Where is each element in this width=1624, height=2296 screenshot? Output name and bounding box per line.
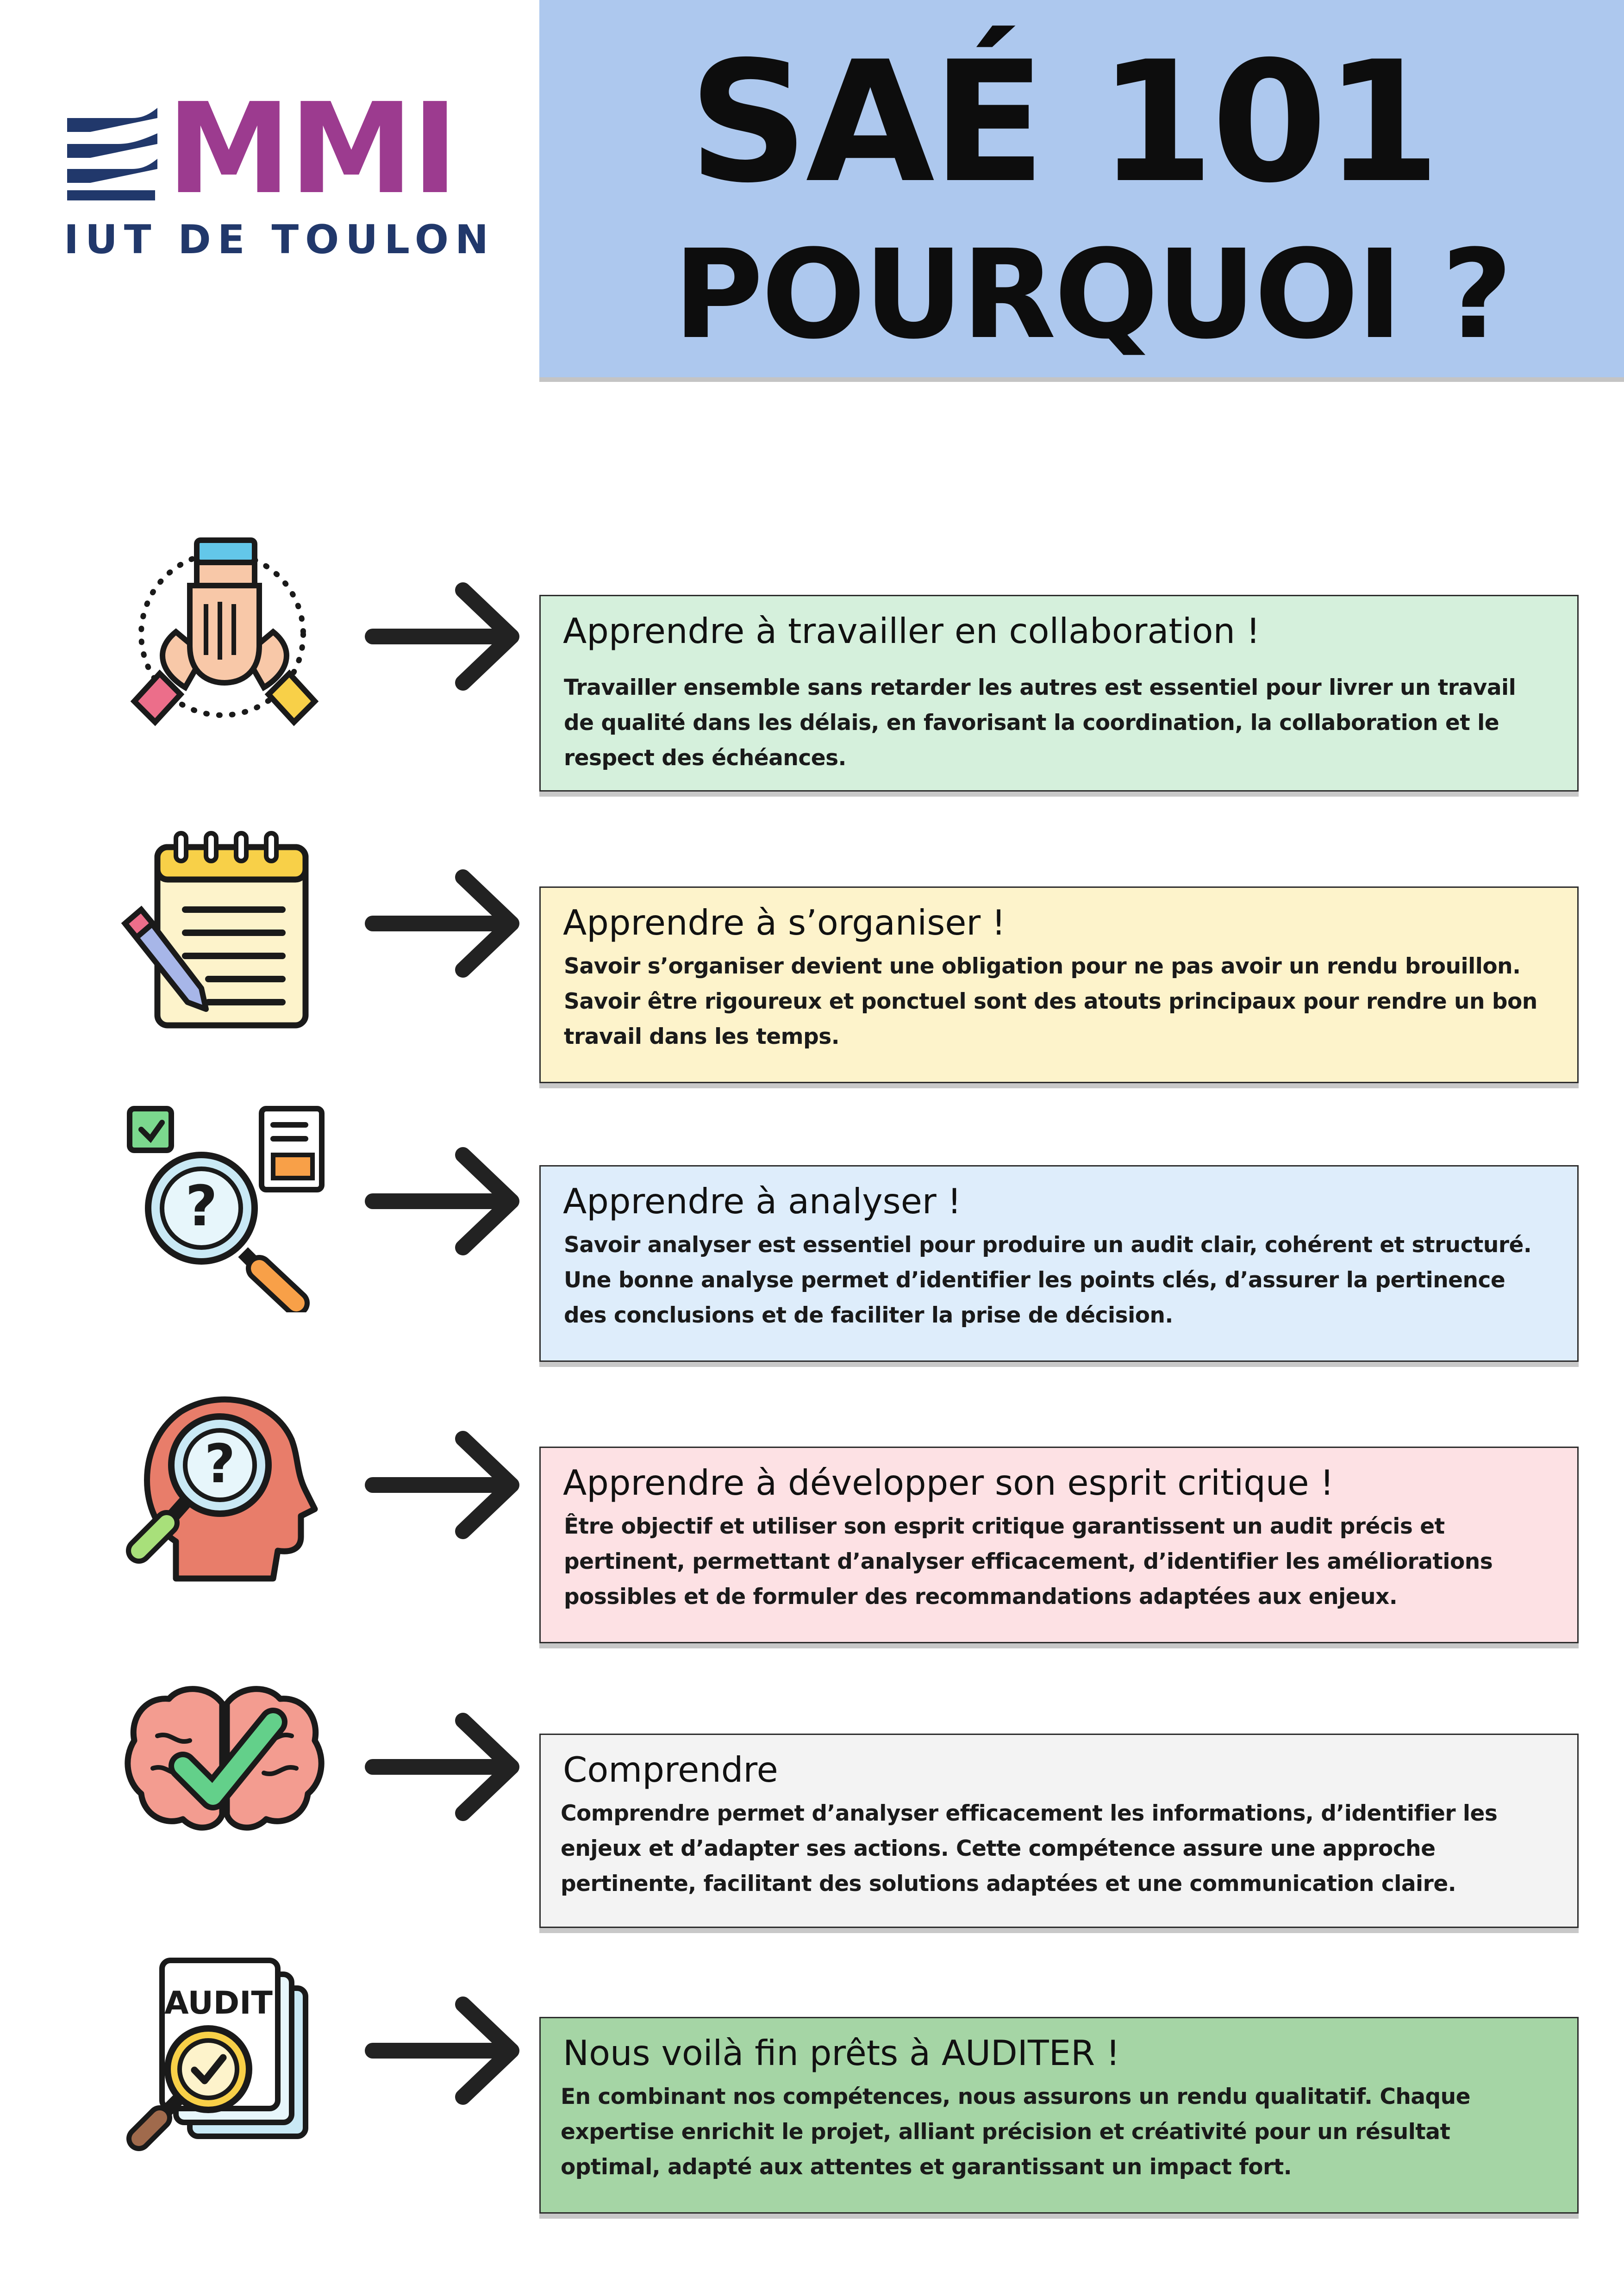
arrow-right-icon: [363, 1429, 528, 1541]
card-title: Apprendre à développer son esprit critique !: [563, 1462, 1334, 1503]
arrow-right-icon: [363, 1146, 528, 1257]
card-title: Apprendre à s’organiser !: [563, 902, 1006, 943]
audit-document-icon: [120, 1949, 329, 2157]
card-body: Être objectif et utiliser son esprit critique garantissent un audit précis et pertinent, permettant d’analyser efficacement, d’identifier les améliorations possibles et de formuler des recommandations adaptées aux enjeux.: [564, 1514, 1493, 1610]
card-body: Savoir analyser est essentiel pour produire un audit clair, cohérent et structuré. Une bonne analyse permet d’identifier les points clés, d’assurer la pertinence des conclusions et de faciliter la prise de décision.: [564, 1232, 1532, 1328]
mmi-logo-mark-icon: [62, 108, 160, 200]
card-collaboration: [539, 595, 1579, 792]
notepad-pencil-icon: [120, 826, 329, 1035]
card-body: Savoir s’organiser devient une obligation pour ne pas avoir un rendu brouillon. Savoir être rigoureux et ponctuel sont des atouts principaux pour rendre un bon travail dans les temps.: [564, 954, 1537, 1049]
card-body: En combinant nos compétences, nous assurons un rendu qualitatif. Chaque expertise enrichit le projet, alliant précision et créativité pour un résultat optimal, adapté aux attentes et garantissant un impact fort.: [561, 2084, 1470, 2180]
svg-text:?: ?: [185, 1174, 218, 1239]
header-banner: [539, 0, 1624, 382]
arrow-right-icon: [363, 1995, 528, 2106]
logo-subtitle: IUT DE TOULON: [64, 217, 495, 263]
page-title: SAÉ 101: [688, 25, 1438, 219]
arrow-right-icon: [363, 1711, 528, 1822]
card-title: Nous voilà fin prêts à AUDITER !: [563, 2033, 1120, 2073]
card-body: Travailler ensemble sans retarder les autres est essentiel pour livrer un travail de qualité dans les délais, en favorisant la coordination, la collaboration et le respect des échéances.: [564, 675, 1516, 771]
brain-check-icon: [120, 1666, 329, 1875]
card-organisation: [539, 886, 1579, 1083]
logo-text: MMI: [167, 76, 456, 222]
card-analyse: [539, 1165, 1579, 1362]
card-esprit-critique: [539, 1447, 1579, 1643]
card-comprendre: [539, 1734, 1579, 1928]
mmi-logo: [62, 76, 495, 271]
svg-text:?: ?: [204, 1433, 236, 1495]
magnifier-question-icon: [120, 1104, 329, 1312]
card-title: Apprendre à analyser !: [563, 1181, 962, 1222]
arrow-right-icon: [363, 581, 528, 692]
page-subtitle: POURQUOI ?: [673, 224, 1511, 366]
audit-label: AUDIT: [164, 1985, 273, 2021]
card-title: Apprendre à travailler en collaboration !: [563, 611, 1260, 651]
card-title: Comprendre: [563, 1749, 778, 1790]
arrow-right-icon: [363, 868, 528, 979]
card-auditer: [539, 2017, 1579, 2214]
head-magnifier-icon: [120, 1384, 329, 1592]
card-body: Comprendre permet d’analyser efficacement les informations, d’identifier les enjeux et d’adapter ses actions. Cette compétence assure une approche pertinente, facilitant des solutions adaptées et une communication claire.: [561, 1801, 1498, 1897]
teamwork-hands-icon: [120, 535, 329, 743]
